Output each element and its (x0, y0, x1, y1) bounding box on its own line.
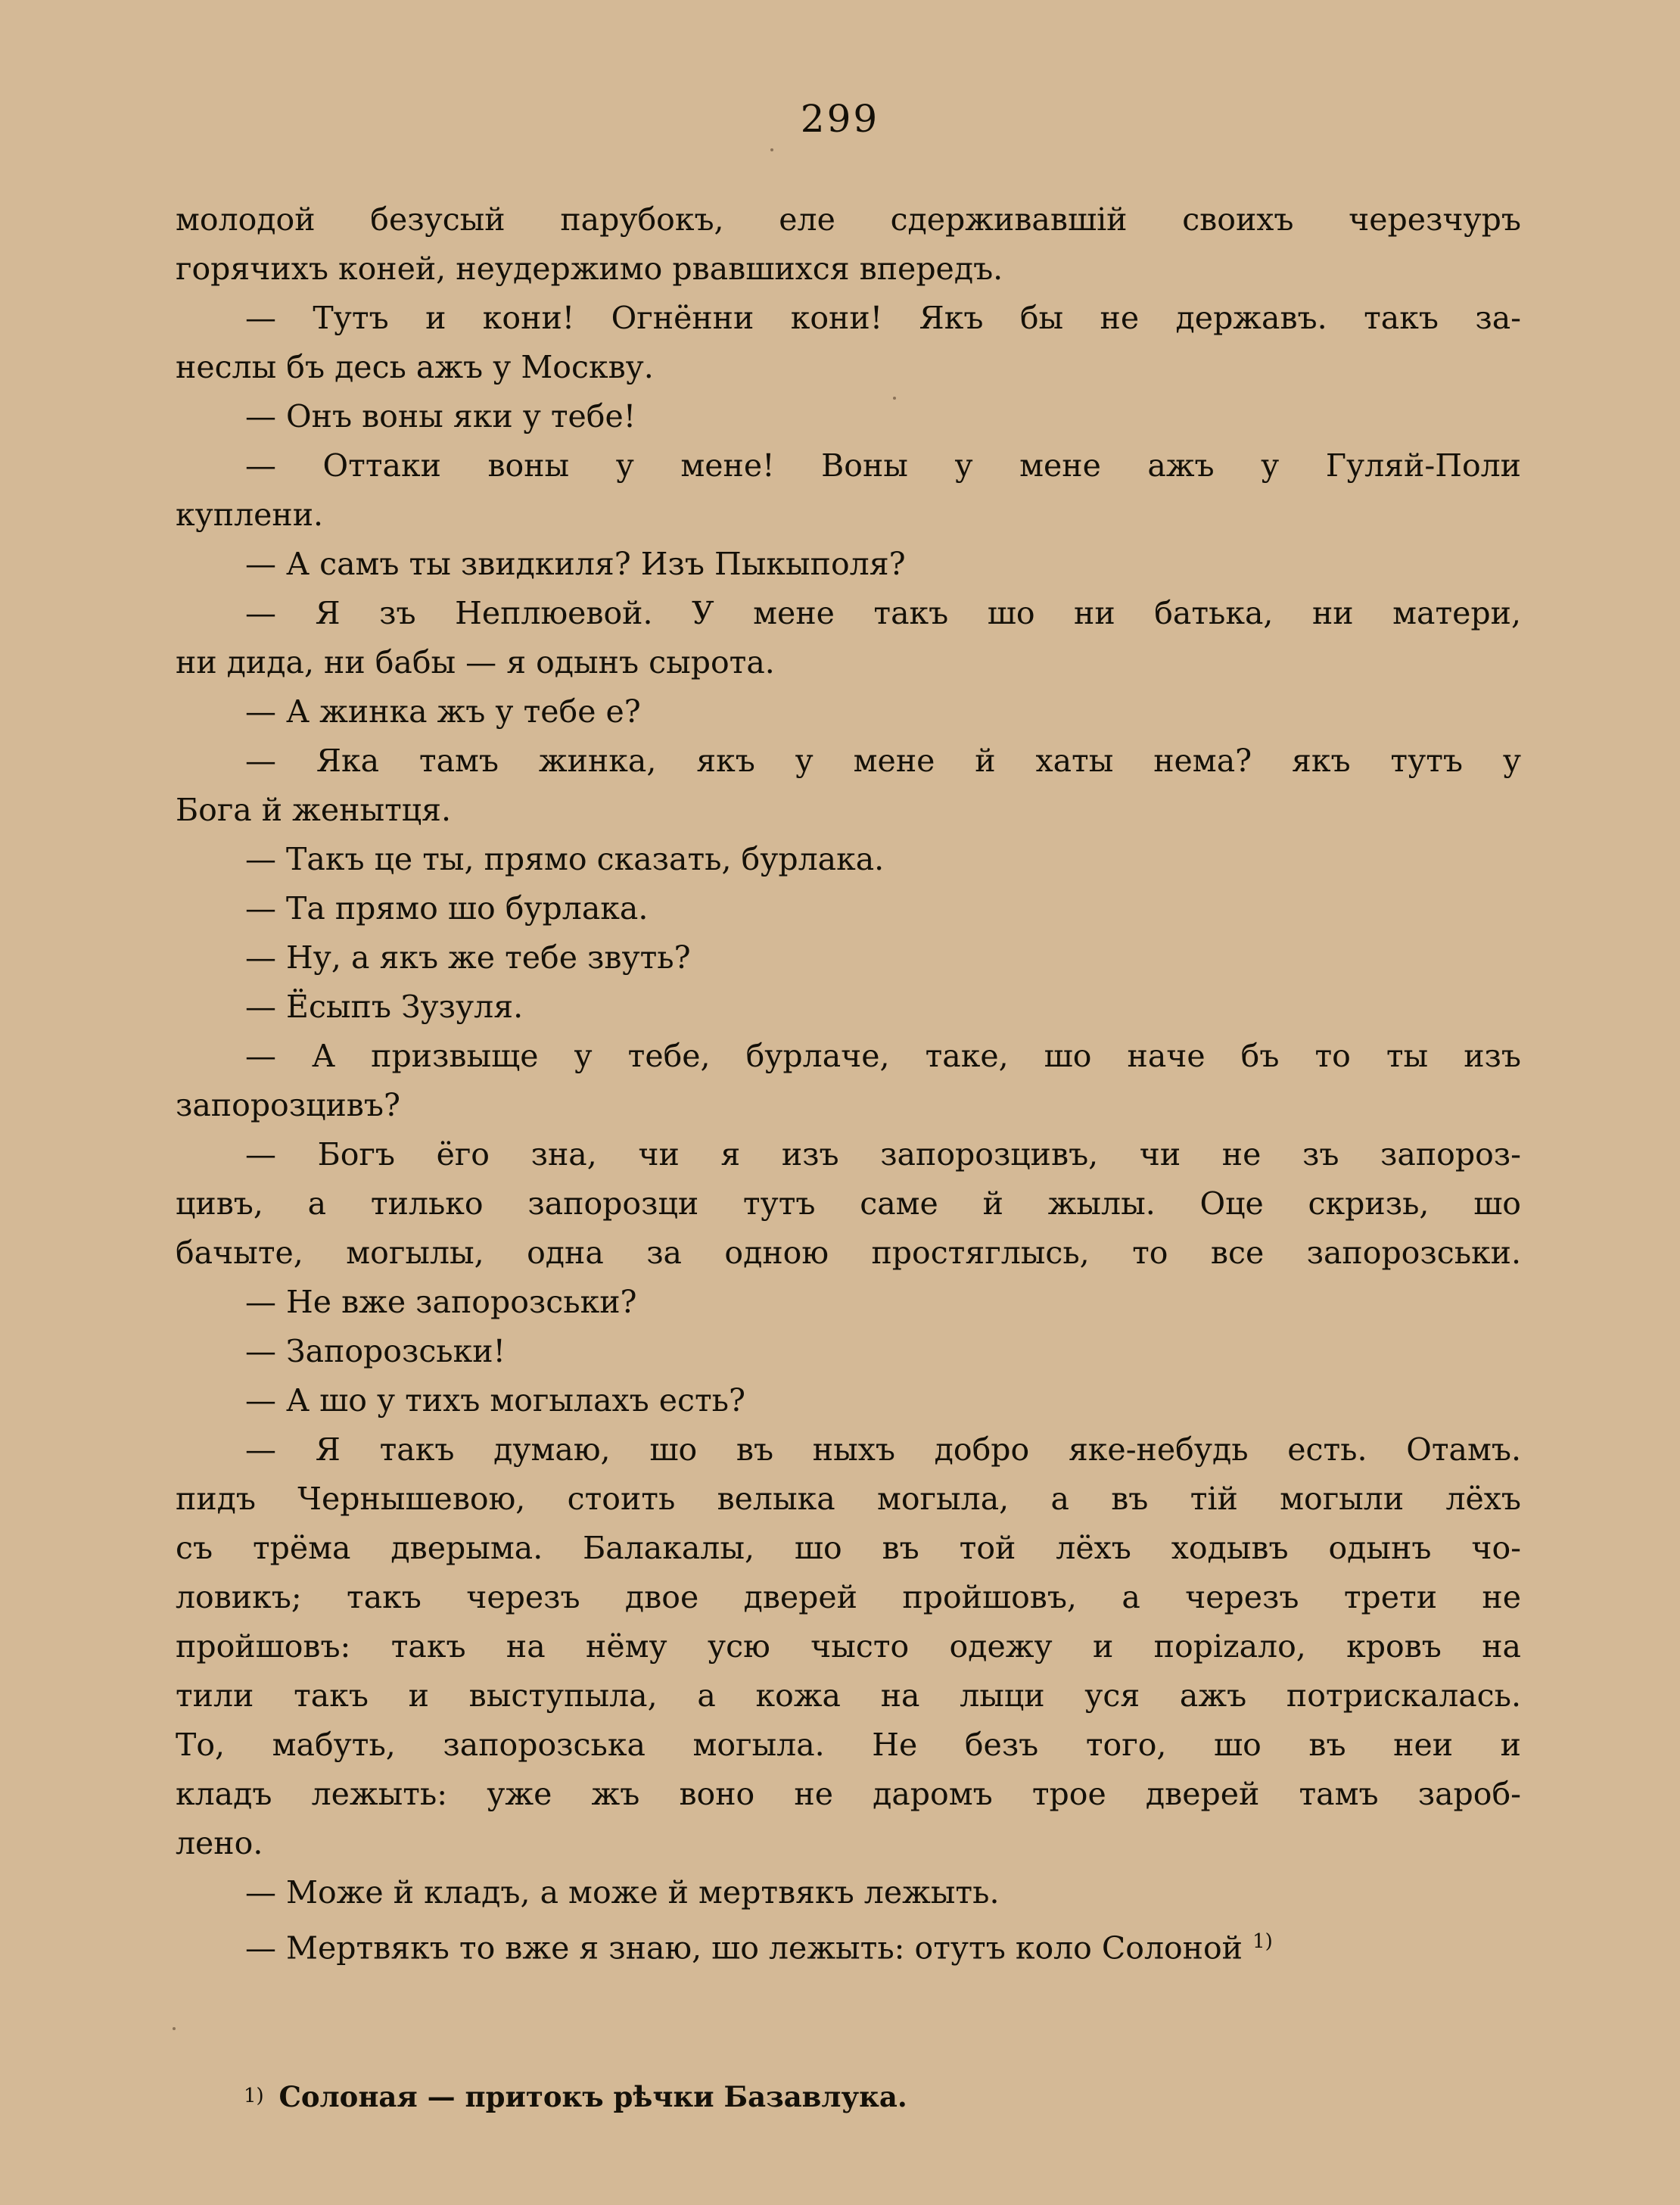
text-line: — А самъ ты звидкиля? Изъ Пыкыполя? (245, 546, 906, 582)
text-line: — Ёсыпъ Зузуля. (245, 989, 524, 1025)
text-line: — Тутъ и кони! Огнённи кони! Якъ бы не державъ. такъ за- (245, 300, 1521, 336)
text-line: — А призвыще у тебе, бурлаче, таке, шо наче бъ то ты изъ (245, 1038, 1521, 1074)
text-line: ни дида, ни бабы — я одынъ сырота. (176, 644, 775, 680)
text-line: пидъ Чернышевою, стоить велыка могыла, а въ тій могыли лёхъ (176, 1481, 1521, 1517)
text-line: неслы бъ десь ажъ у Москву. (176, 349, 654, 385)
text-line: Бога й женытця. (176, 792, 452, 828)
print-speck (770, 148, 773, 151)
text-line: — Я такъ думаю, шо въ ныхъ добро яке-небудь есть. Отамъ. (245, 1431, 1521, 1468)
body-text (176, 195, 1521, 1973)
text-line-content: — Мертвякъ то вже я знаю, шо лежыть: отутъ коло Солоной (245, 1929, 1243, 1967)
text-line: — А жинка жъ у тебе е? (245, 693, 641, 730)
text-line: тили такъ и выступыла, а кожа на лыци уся ажъ потрискалась. (176, 1677, 1521, 1714)
text-line: кладъ лежыть: уже жъ воно не даромъ трое дверей тамъ зароб- (176, 1776, 1521, 1812)
footnote (244, 2077, 907, 2116)
text-line: — Оттаки воны у мене! Воны у мене ажъ у Гуляй-Поли (245, 447, 1521, 484)
text-line (176, 1917, 1521, 1973)
text-line: — Ну, а якъ же тебе звуть? (245, 939, 691, 976)
text-line: — Не вже запорозськи? (245, 1284, 637, 1320)
footnote-text: Солоная — притокъ рѣчки Базавлука. (278, 2080, 907, 2113)
text-line: — Та прямо шо бурлака. (245, 890, 649, 927)
text-line: ловикъ; такъ черезъ двое дверей пройшовъ, а черезъ трети не (176, 1579, 1521, 1615)
text-line: горячихъ коней, неудержимо рвавшихся впередъ. (176, 251, 1003, 287)
text-line: лено. (176, 1825, 263, 1861)
footnote-reference: 1) (1252, 1930, 1273, 1953)
text-line: молодой безусый парубокъ, еле сдерживавшій своихъ черезчуръ (176, 201, 1521, 238)
footnote-mark: 1) (244, 2085, 264, 2107)
text-line: — Запорозськи! (245, 1333, 506, 1369)
text-line: То, мабуть, запорозська могыла. Не безъ того, шо въ неи и (176, 1727, 1521, 1763)
print-speck (173, 2027, 176, 2030)
text-line: — Я зъ Неплюевой. У мене такъ шо ни батька, ни матери, (245, 595, 1521, 631)
text-line: куплени. (176, 497, 324, 533)
text-line: — Богъ ёго зна, чи я изъ запорозцивъ, чи не зъ запороз- (245, 1136, 1521, 1173)
text-line: — Онъ воны яки у тебе! (245, 398, 636, 434)
text-line: — Яка тамъ жинка, якъ у мене й хаты нема? якъ тутъ у (245, 743, 1521, 779)
text-line: съ трёма дверыма. Балакалы, шо въ той лёхъ ходывъ одынъ чо- (176, 1530, 1521, 1566)
page-number: 299 (800, 97, 880, 141)
text-line: пройшовъ: такъ на нёму усю чысто одежу и порizало, кровъ на (176, 1628, 1521, 1665)
text-line: бачыте, могылы, одна за одною простяглысь, то все запорозськи. (176, 1235, 1521, 1271)
text-line: — А шо у тихъ могылахъ есть? (245, 1382, 745, 1419)
text-line: цивъ, а тилько запорозци тутъ саме й жылы. Оце скризь, шо (176, 1185, 1521, 1222)
text-line: запорозцивъ? (176, 1087, 400, 1123)
text-line: — Може й кладъ, а може й мертвякъ лежыть. (245, 1874, 1000, 1911)
print-speck (893, 397, 896, 400)
text-line: — Такъ це ты, прямо сказать, бурлака. (245, 841, 885, 877)
